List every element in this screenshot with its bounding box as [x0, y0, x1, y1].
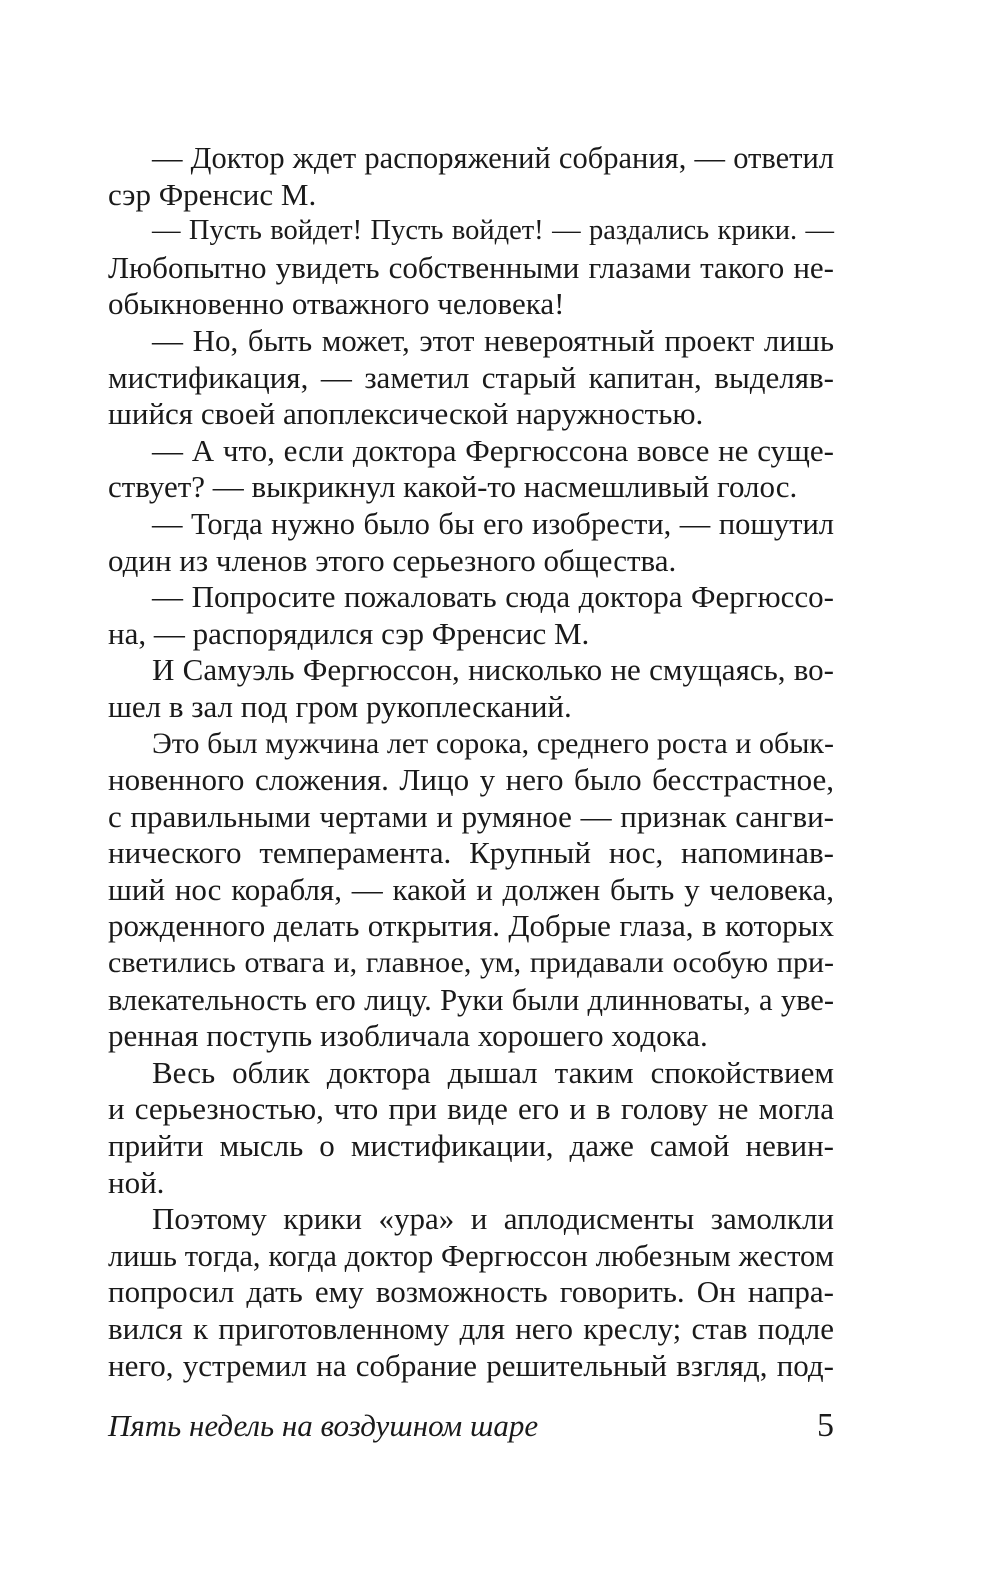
paragraph — [108, 1201, 834, 1384]
paragraph — [108, 323, 834, 433]
text-line: Это был мужчина лет сорока, среднего роста и обык- — [152, 726, 834, 760]
text-line: — Доктор ждет распоряжений собрания, — ответил — [152, 141, 834, 175]
text-line: с правильными чертами и румяное — признак сангви- — [108, 798, 834, 834]
paragraph — [108, 506, 834, 579]
paragraph — [108, 140, 834, 213]
paragraph — [108, 726, 834, 1055]
text-line: ной. — [108, 1164, 165, 1200]
paragraph — [108, 1055, 834, 1201]
text-line: него, устремил на собрание решительный взгляд, под- — [108, 1347, 834, 1383]
text-line: Любопытно увидеть собственными глазами такого не- — [108, 249, 834, 285]
text-line: ствует? — выкрикнул какой-то насмешливый голос. — [108, 469, 798, 505]
text-line: И Самуэль Фергюссон, нисколько не смущаясь, во- — [152, 652, 834, 688]
text-line: — Пусть войдет! Пусть войдет! — раздались крики. — — [152, 215, 834, 247]
running-title: Пять недель на воздушном шаре — [108, 1408, 539, 1443]
paragraph — [108, 579, 834, 652]
text-line: лишь тогда, когда доктор Фергюссон любезным жестом — [108, 1238, 834, 1273]
text-line: шийся своей апоплексической наружностью. — [108, 396, 704, 432]
text-line: — Попросите пожаловать сюда доктора Фергюссо- — [152, 579, 834, 615]
page-footer — [108, 1404, 834, 1448]
text-line: Весь облик доктора дышал таким спокойствием — [152, 1054, 834, 1090]
text-line: и серьезностью, что при виде его и в голову не могла — [108, 1091, 834, 1127]
text-line: на, — распорядился сэр Френсис М. — [108, 615, 590, 651]
page-body — [108, 140, 834, 1384]
text-line: шел в зал под гром рукоплесканий. — [108, 688, 572, 724]
text-line: Поэтому крики «ура» и аплодисменты замолкли — [152, 1201, 834, 1237]
paragraph — [108, 433, 834, 506]
text-line: рожденного делать открытия. Добрые глаза, в которых — [108, 908, 834, 944]
text-line: сэр Френсис М. — [108, 176, 317, 212]
text-line: обыкновенно отважного человека! — [108, 286, 565, 322]
text-line: новенного сложения. Лицо у него было бесстрастное, — [108, 762, 834, 798]
text-line: — Тогда нужно было бы его изобрести, — пошутил — [152, 506, 834, 541]
text-line: попросил дать ему возможность говорить. Он напра- — [108, 1274, 834, 1310]
paragraph — [108, 652, 834, 725]
text-line: светились отвага и, главное, ум, придавали особую при- — [108, 946, 834, 980]
text-line: ший нос корабля, — какой и должен быть у человека, — [108, 871, 834, 907]
text-line: один из членов этого серьезного общества. — [108, 542, 677, 578]
text-line: влекательность его лицу. Руки были длинноваты, а уве- — [108, 982, 834, 1017]
text-line: ренная поступь изобличала хорошего ходока. — [108, 1018, 708, 1054]
text-line: мистификация, — заметил старый капитан, выделяв- — [108, 359, 834, 395]
page-number: 5 — [817, 1407, 834, 1444]
text-line: нического темперамента. Крупный нос, напоминав- — [108, 835, 834, 871]
paragraph — [108, 213, 834, 323]
text-line: вился к приготовленному для него креслу; став подле — [108, 1311, 834, 1346]
text-line: — А что, если доктора Фергюссона вовсе не суще- — [152, 432, 834, 468]
text-line: — Но, быть может, этот невероятный проект лишь — [152, 322, 834, 358]
text-line: прийти мысль о мистификации, даже самой невин- — [108, 1128, 834, 1164]
